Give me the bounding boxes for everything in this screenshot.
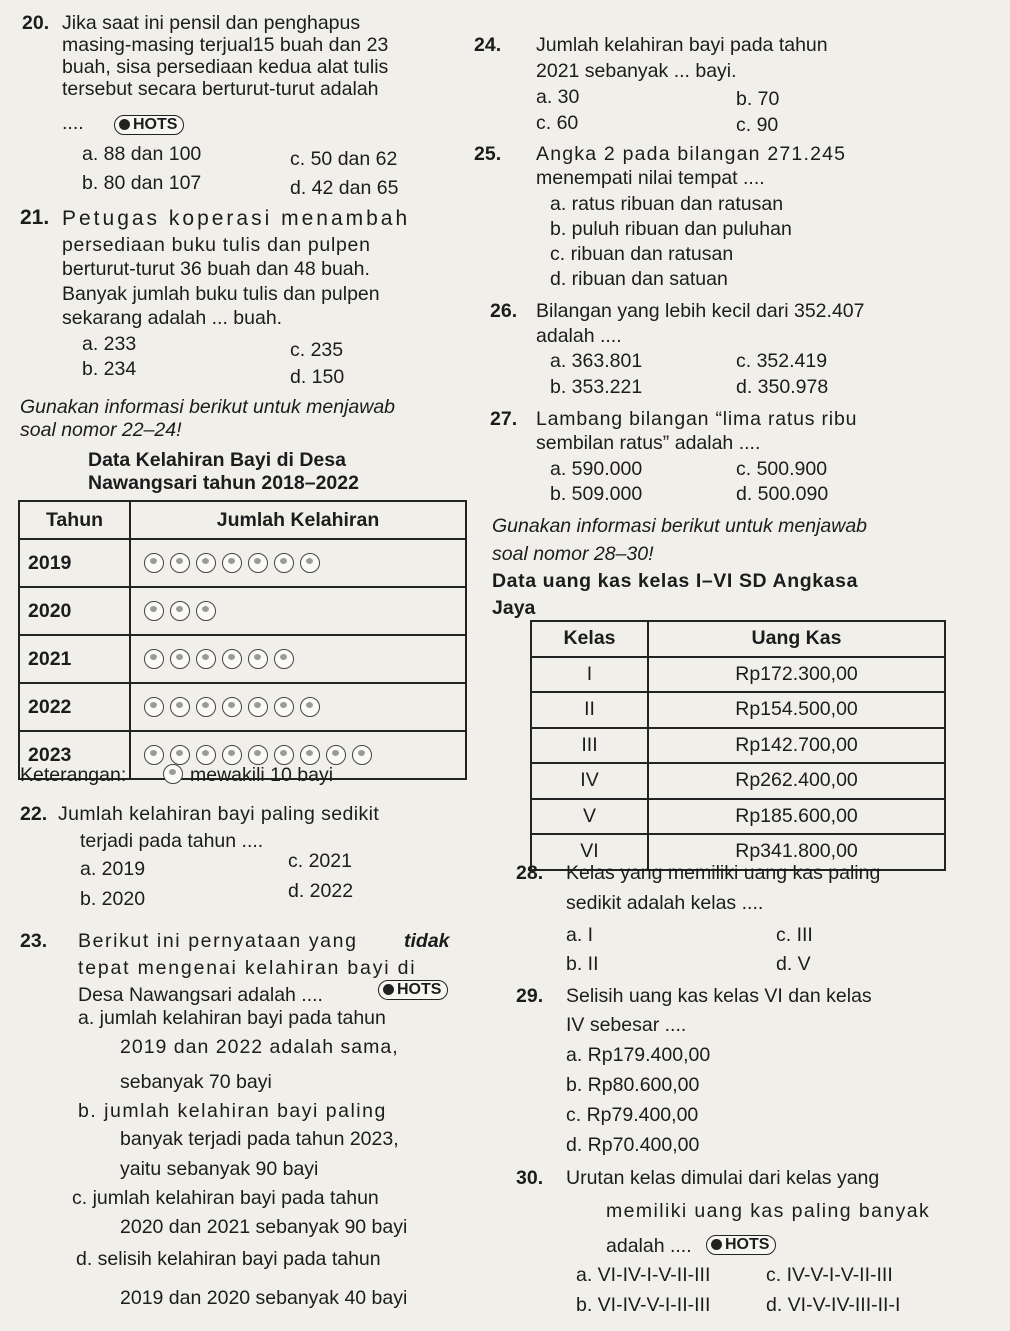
baby-face-icon: [170, 553, 190, 573]
option-c[interactable]: c. IV-V-I-V-II-III: [766, 1264, 893, 1286]
question-text: Jika saat ini pensil dan penghapus: [62, 12, 361, 34]
question-text: Desa Nawangsari adalah ....: [78, 984, 323, 1006]
option-a[interactable]: a. 363.801: [550, 350, 643, 372]
instruction-text: soal nomor 22–24!: [20, 419, 182, 441]
question-number: 20.: [22, 12, 50, 34]
question-text: Selisih uang kas kelas VI dan kelas: [566, 985, 872, 1007]
legend-label: Keterangan:: [20, 764, 127, 786]
question-number: 27.: [490, 408, 518, 430]
uang-kas-cell: Rp142.700,00: [648, 728, 945, 764]
question-text: adalah ....: [536, 325, 622, 347]
option-a[interactable]: a. I: [566, 924, 594, 946]
question-text: persediaan buku tulis dan pulpen: [62, 234, 371, 256]
year-cell: 2020: [19, 587, 130, 635]
option-c[interactable]: c. 2021: [288, 850, 352, 872]
option-b[interactable]: b. VI-IV-V-I-II-III: [576, 1294, 711, 1316]
table-header-row: [531, 621, 945, 657]
baby-face-icon: [196, 697, 216, 717]
option-a[interactable]: a. 2019: [80, 858, 146, 880]
option-text: yaitu sebanyak 90 bayi: [120, 1158, 319, 1180]
question-text: Petugas koperasi menambah: [62, 207, 411, 230]
baby-face-icon: [196, 553, 216, 573]
question-text: terjadi pada tahun ....: [80, 830, 264, 852]
option-a[interactable]: a. ratus ribuan dan ratusan: [550, 193, 784, 215]
question-text: Urutan kelas dimulai dari kelas yang: [566, 1167, 880, 1189]
question-number: 22.: [20, 803, 48, 825]
option-d[interactable]: d. 2022: [288, 880, 354, 902]
table-row: [19, 683, 466, 731]
uang-kas-cell: Rp185.600,00: [648, 799, 945, 835]
baby-face-icon: [274, 649, 294, 669]
question-number: 29.: [516, 985, 544, 1007]
option-b[interactable]: b. Rp80.600,00: [566, 1074, 700, 1096]
option-b[interactable]: b. 234: [82, 358, 137, 380]
baby-face-icon: [274, 745, 294, 765]
baby-face-icon: [248, 697, 268, 717]
baby-face-icon: [163, 764, 183, 784]
instruction-text: Gunakan informasi berikut untuk menjawab: [20, 396, 396, 418]
option-b[interactable]: b. 80 dan 107: [82, 172, 202, 194]
baby-face-icon: [248, 553, 268, 573]
baby-face-icon: [196, 601, 216, 621]
instruction-text: Gunakan informasi berikut untuk menjawab: [492, 515, 868, 537]
option-b[interactable]: b. 509.000: [550, 483, 643, 505]
table-row: [531, 692, 945, 728]
question-text: Bilangan yang lebih kecil dari 352.407: [536, 300, 865, 322]
option-b[interactable]: b. II: [566, 953, 599, 975]
baby-face-icon: [144, 649, 164, 669]
table-header-row: [19, 501, 466, 539]
baby-face-icon: [170, 601, 190, 621]
option-d[interactable]: c. 90: [736, 114, 779, 136]
year-cell: 2022: [19, 683, 130, 731]
question-text: sembilan ratus” adalah ....: [536, 432, 761, 454]
question-text: Jumlah kelahiran bayi paling sedikit: [58, 803, 380, 825]
header-uang-kas: Uang Kas: [648, 621, 945, 657]
year-cell: 2019: [19, 539, 130, 587]
question-number: 21.: [20, 206, 50, 229]
header-tahun: Tahun: [19, 501, 130, 539]
header-kelas: Kelas: [531, 621, 648, 657]
baby-face-icon: [274, 553, 294, 573]
option-b[interactable]: b. puluh ribuan dan puluhan: [550, 218, 792, 240]
option-d[interactable]: d. ribuan dan satuan: [550, 268, 728, 290]
uang-kas-cell: Rp262.400,00: [648, 763, 945, 799]
option-a[interactable]: a. Rp179.400,00: [566, 1044, 711, 1066]
kas-table-title: Jaya: [492, 597, 536, 619]
question-text: buah, sisa persediaan kedua alat tulis: [62, 56, 389, 78]
kelas-cell: III: [531, 728, 648, 764]
badge-label: HOTS: [397, 981, 442, 998]
births-table-title: Data Kelahiran Bayi di Desa: [88, 449, 346, 471]
baby-face-icon: [170, 745, 190, 765]
baby-face-icon: [196, 649, 216, 669]
hots-badge: [114, 112, 184, 135]
kelas-cell: VI: [531, 834, 648, 870]
question-number: 28.: [516, 862, 544, 884]
option-c[interactable]: c. 352.419: [736, 350, 828, 372]
option-b[interactable]: b. 70: [736, 88, 780, 110]
hots-badge: [706, 1232, 776, 1255]
uang-kas-cell: Rp341.800,00: [648, 834, 945, 870]
baby-face-icon: [196, 745, 216, 765]
option-c[interactable]: c. ribuan dan ratusan: [550, 243, 734, 265]
baby-face-icon: [248, 745, 268, 765]
uang-kas-cell: Rp172.300,00: [648, 657, 945, 693]
baby-face-icon: [300, 745, 320, 765]
table-row: [531, 799, 945, 835]
option-d[interactable]: d. VI-V-IV-III-II-I: [766, 1294, 901, 1316]
option-text: 2019 dan 2022 adalah sama,: [120, 1036, 399, 1058]
question-text: IV sebesar ....: [566, 1014, 687, 1036]
kelas-cell: V: [531, 799, 648, 835]
baby-face-icon: [300, 553, 320, 573]
question-text: Kelas yang memiliki uang kas paling: [566, 862, 881, 884]
baby-face-icon: [274, 697, 294, 717]
option-text: b. jumlah kelahiran bayi paling: [78, 1100, 387, 1122]
question-text: Banyak jumlah buku tulis dan pulpen: [62, 283, 380, 305]
question-number: 25.: [474, 143, 502, 165]
option-d[interactable]: d. Rp70.400,00: [566, 1134, 700, 1156]
question-text: Lambang bilangan “lima ratus ribu: [536, 408, 858, 430]
table-row: [531, 763, 945, 799]
pictogram-cell: [130, 587, 466, 635]
option-d[interactable]: d. V: [776, 953, 811, 975]
question-text: Angka 2 pada bilangan 271.245: [536, 143, 847, 165]
option-d[interactable]: d. 500.090: [736, 483, 829, 505]
option-a[interactable]: a. 88 dan 100: [82, 143, 202, 165]
badge-dot-icon: [711, 1239, 722, 1250]
legend-text: mewakili 10 bayi: [190, 764, 334, 786]
baby-face-icon: [326, 745, 346, 765]
question-number: 23.: [20, 930, 48, 952]
option-b[interactable]: b. 2020: [80, 888, 146, 910]
question-text: Jumlah kelahiran bayi pada tahun: [536, 34, 828, 56]
badge-label: HOTS: [725, 1236, 770, 1253]
option-a[interactable]: a. VI-IV-I-V-II-III: [576, 1264, 711, 1286]
badge-dot-icon: [119, 119, 130, 130]
question-number: 24.: [474, 34, 502, 56]
question-text: menempati nilai tempat ....: [536, 167, 765, 189]
option-d[interactable]: d. 350.978: [736, 376, 829, 398]
table-row: [531, 728, 945, 764]
baby-face-icon: [170, 649, 190, 669]
question-emphasis: tidak: [404, 930, 450, 952]
pictogram-cell: [130, 539, 466, 587]
year-cell: 2021: [19, 635, 130, 683]
question-ellipsis: ....: [62, 112, 84, 134]
instruction-text: soal nomor 28–30!: [492, 543, 654, 565]
baby-face-icon: [170, 697, 190, 717]
badge-label: HOTS: [133, 116, 178, 133]
question-text: 2021 sebanyak ... bayi.: [536, 60, 737, 82]
question-text: masing-masing terjual15 buah dan 23: [62, 34, 389, 56]
question-text: memiliki uang kas paling banyak: [606, 1200, 931, 1222]
table-row: [19, 539, 466, 587]
question-text: Berikut ini pernyataan yang: [78, 930, 358, 952]
baby-face-icon: [222, 745, 242, 765]
baby-face-icon: [144, 553, 164, 573]
baby-face-icon: [300, 697, 320, 717]
option-text: sebanyak 70 bayi: [120, 1071, 272, 1093]
option-d[interactable]: d. 150: [290, 366, 345, 388]
option-text: c. jumlah kelahiran bayi pada tahun: [72, 1187, 379, 1209]
baby-face-icon: [222, 553, 242, 573]
table-row: [19, 587, 466, 635]
pictogram-cell: [130, 683, 466, 731]
option-d[interactable]: d. 42 dan 65: [290, 177, 399, 199]
question-text: sekarang adalah ... buah.: [62, 307, 283, 329]
baby-face-icon: [144, 745, 164, 765]
option-c[interactable]: c. Rp79.400,00: [566, 1104, 699, 1126]
baby-face-icon: [144, 601, 164, 621]
kelas-cell: I: [531, 657, 648, 693]
option-text: a. jumlah kelahiran bayi pada tahun: [78, 1007, 386, 1029]
hots-badge: [378, 977, 448, 1000]
question-text: adalah ....: [606, 1235, 692, 1257]
option-c[interactable]: c. 500.900: [736, 458, 828, 480]
option-a[interactable]: a. 233: [82, 333, 137, 355]
year-cell: 2023: [19, 731, 130, 779]
question-text: sedikit adalah kelas ....: [566, 892, 764, 914]
baby-face-icon: [222, 649, 242, 669]
baby-face-icon: [248, 649, 268, 669]
question-text: tersebut secara berturut-turut adalah: [62, 78, 379, 100]
badge-dot-icon: [383, 984, 394, 995]
option-text: 2019 dan 2020 sebanyak 40 bayi: [120, 1287, 408, 1309]
table-row: [19, 635, 466, 683]
option-c[interactable]: c. III: [776, 924, 813, 946]
births-table: [18, 500, 467, 780]
kas-table: [530, 620, 946, 871]
option-b[interactable]: b. 353.221: [550, 376, 643, 398]
question-text: berturut-turut 36 buah dan 48 buah.: [62, 258, 370, 280]
option-a[interactable]: a. 30: [536, 86, 580, 108]
baby-face-icon: [144, 697, 164, 717]
kelas-cell: IV: [531, 763, 648, 799]
kas-table-title: Data uang kas kelas I–VI SD Angkasa: [492, 570, 859, 592]
option-a[interactable]: a. 590.000: [550, 458, 643, 480]
option-c[interactable]: c. 235: [290, 339, 344, 361]
question-text: tepat mengenai kelahiran bayi di: [78, 957, 417, 979]
question-number: 30.: [516, 1167, 544, 1189]
option-text: banyak terjadi pada tahun 2023,: [120, 1128, 399, 1150]
option-c[interactable]: c. 60: [536, 112, 579, 134]
header-jumlah: Jumlah Kelahiran: [130, 501, 466, 539]
question-number: 26.: [490, 300, 518, 322]
uang-kas-cell: Rp154.500,00: [648, 692, 945, 728]
kelas-cell: II: [531, 692, 648, 728]
baby-face-icon: [222, 697, 242, 717]
births-table-title: Nawangsari tahun 2018–2022: [88, 472, 359, 494]
table-row: [531, 657, 945, 693]
option-c[interactable]: c. 50 dan 62: [290, 148, 398, 170]
pictogram-cell: [130, 635, 466, 683]
option-text: 2020 dan 2021 sebanyak 90 bayi: [120, 1216, 408, 1238]
baby-face-icon: [352, 745, 372, 765]
option-text: d. selisih kelahiran bayi pada tahun: [76, 1248, 381, 1270]
